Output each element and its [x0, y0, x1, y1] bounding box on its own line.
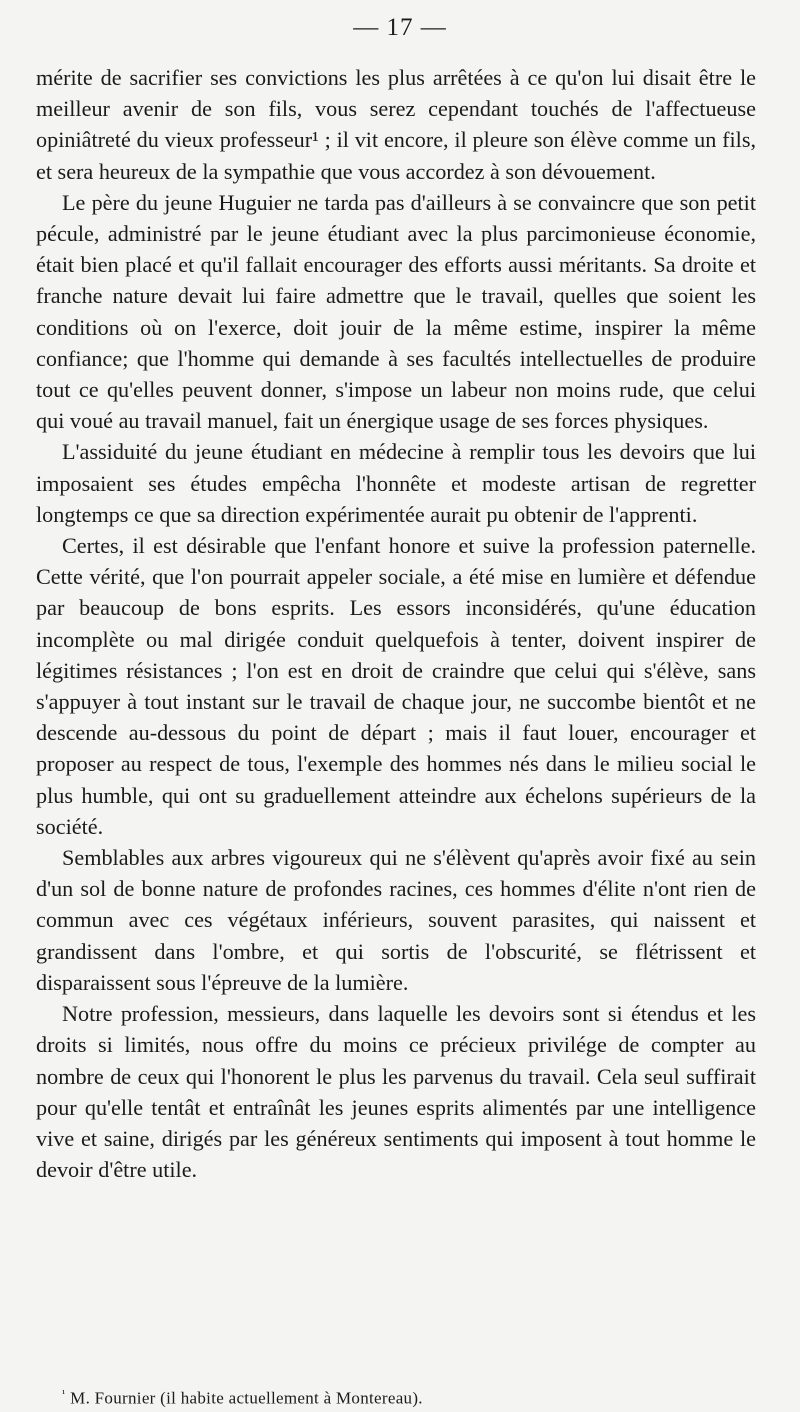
paragraph-4: Certes, il est désirable que l'enfant honore et suive la profession paternelle. Cette vérité, que l'on pourrait appeler sociale, a été mise en lumière et défendue par beaucoup de bons esprits. Les essors inconsidérés, qu'une éducation incomplète ou mal dirigée conduit quelquefois à tenter, doivent inspirer de légitimes résistances ; l'on est en droit de craindre que celui qui s'élève, sans s'appuyer à tout instant sur le travail de chaque jour, ne succombe bientôt et ne descende au-dessous du point de départ ; mais il faut louer, encourager et proposer au respect de tous, l'exemple des hommes nés dans le milieu social le plus humble, qui ont su graduellement atteindre aux échelons supérieurs de la société.: [36, 533, 756, 839]
body-text: [36, 62, 756, 1185]
paragraph-3: L'assiduité du jeune étudiant en médecine à remplir tous les devoirs que lui imposaient ses études empêcha l'honnête et modeste artisan de regretter longtemps ce que sa direction expérimentée aurait pu obtenir de l'apprenti.: [36, 439, 756, 527]
paragraph-6: Notre profession, messieurs, dans laquelle les devoirs sont si étendus et les droits si limités, nous offre du moins ce précieux privilége de compter au nombre de ceux qui l'honorent le plus les parvenus du travail. Cela seul suffirait pour qu'elle tentât et entraînât les jeunes esprits alimentés par une intelligence vive et saine, dirigés par les généreux sentiments qui imposent à tout homme le devoir d'être utile.: [36, 1001, 756, 1183]
footnote: [62, 1388, 423, 1409]
paragraph-2: Le père du jeune Huguier ne tarda pas d'ailleurs à se convaincre que son petit pécule, administré par le jeune étudiant avec la plus parcimonieuse économie, était bien placé et qu'il fallait encourager des efforts aussi méritants. Sa droite et franche nature devait lui faire admettre que le travail, quelles que soient les conditions où on l'exerce, doit jouir de la même estime, inspirer la même confiance; que l'homme qui demande à ses facultés intellectuelles de produire tout ce qu'elles peuvent donner, s'impose un labeur non moins rude, que celui qui voué au travail manuel, fait un énergique usage de ses forces physiques.: [36, 189, 756, 434]
page-number: — 17 —: [353, 14, 447, 41]
paragraph-1: mérite de sacrifier ses convictions les plus arrêtées à ce qu'on lui disait être le meilleur avenir de son fils, vous serez cependant touchés de l'affectueuse opiniâtreté du vieux professeur¹ ; il vit encore, il pleure son élève comme un fils, et sera heureux de la sympathie que vous accordez à son dévouement.: [36, 65, 756, 184]
footnote-marker: ¹: [62, 1388, 66, 1400]
footnote-text: M. Fournier (il habite actuellement à Montereau).: [65, 1388, 423, 1408]
paragraph-5: Semblables aux arbres vigoureux qui ne s'élèvent qu'après avoir fixé au sein d'un sol de bonne nature de profondes racines, ces hommes d'élite n'ont rien de commun avec ces végétaux inférieurs, souvent parasites, qui naissent et grandissent dans l'ombre, et qui sortis de l'obscurité, se flétrissent et disparaissent sous l'épreuve de la lumière.: [36, 845, 756, 995]
